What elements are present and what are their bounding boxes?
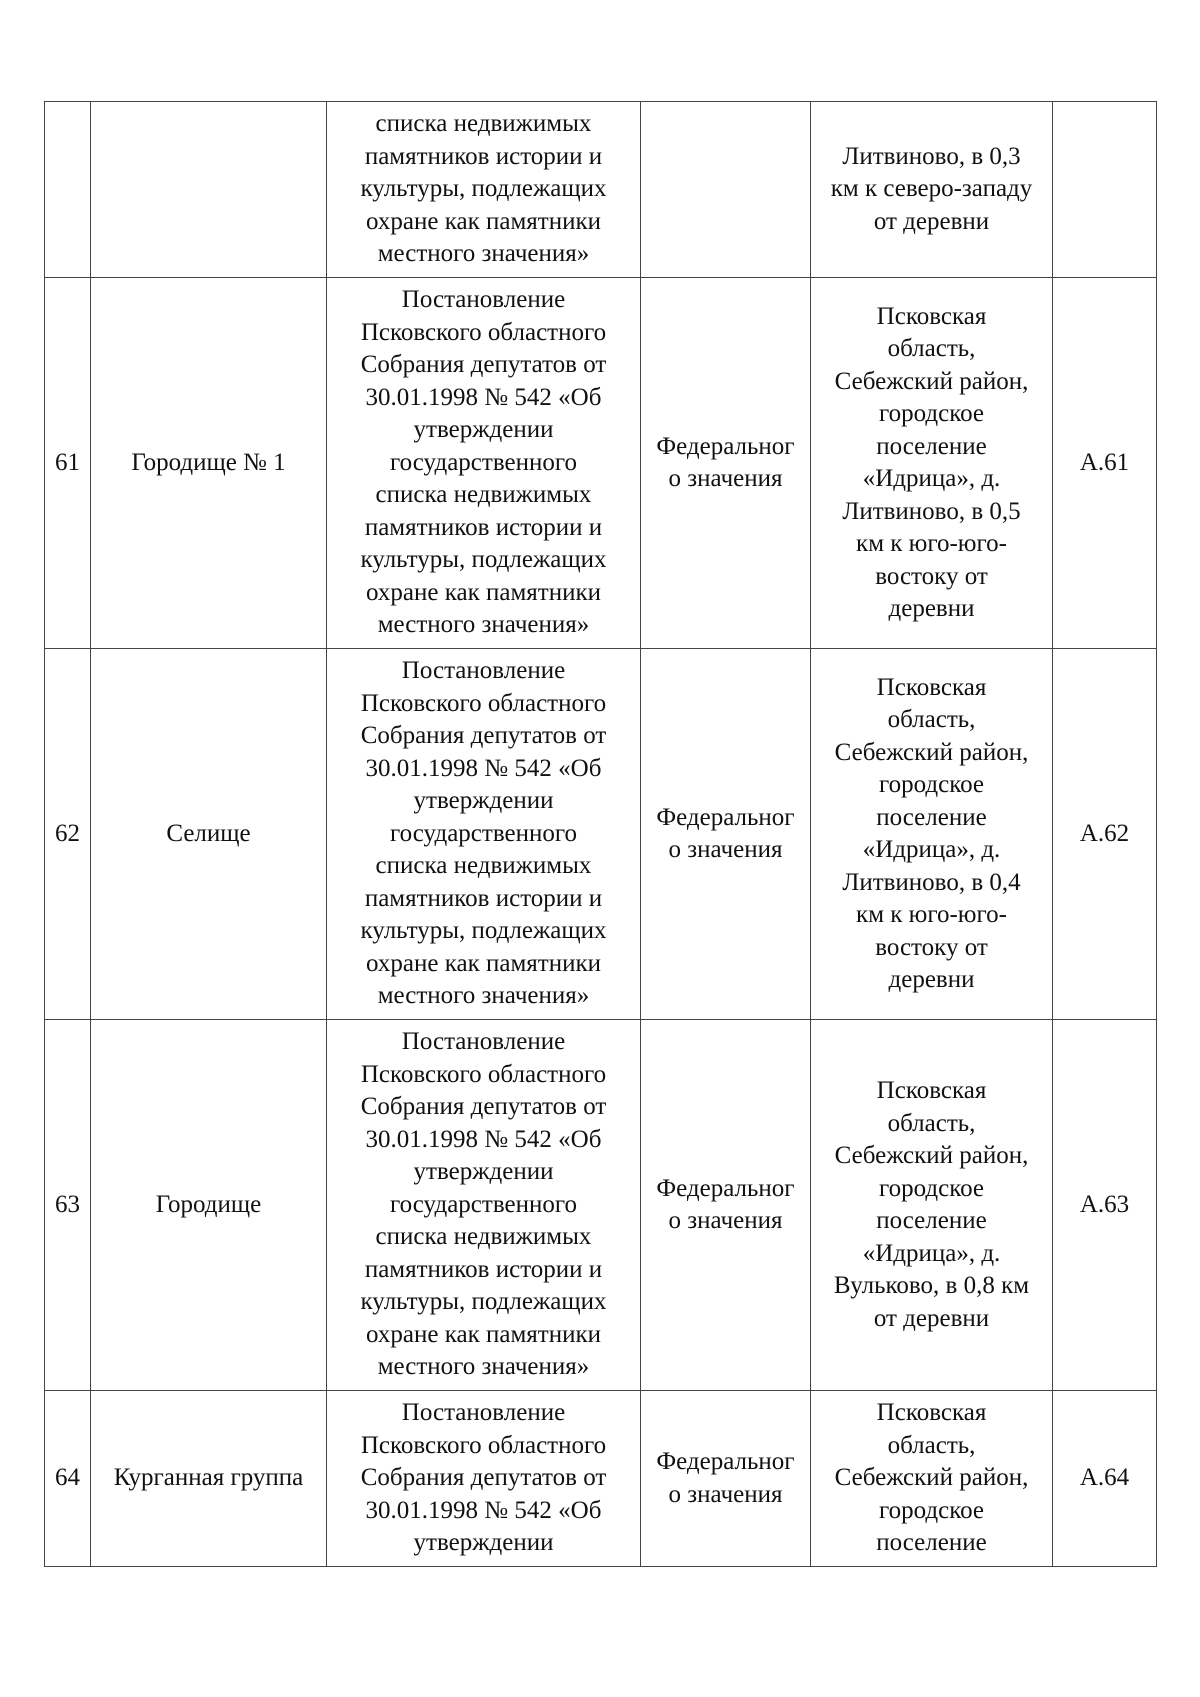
- significance-category: Федеральног о значения: [641, 1020, 811, 1391]
- table-row: [45, 1391, 1157, 1567]
- significance-category: [641, 102, 811, 278]
- table-row: [45, 278, 1157, 649]
- legal-document: Постановление Псковского областного Собрания депутатов от 30.01.1998 № 542 «Об утверждении: [327, 1391, 641, 1567]
- monument-code: А.61: [1053, 278, 1157, 649]
- monument-name: Городище № 1: [91, 278, 327, 649]
- row-number: [45, 102, 91, 278]
- legal-document: списка недвижимых памятников истории и культуры, подлежащих охране как памятники местного значения»: [327, 102, 641, 278]
- monument-address: Литвиново, в 0,3 км к северо-западу от деревни: [811, 102, 1053, 278]
- monument-address: Псковская область, Себежский район, городское поселение «Идрица», д. Вульково, в 0,8 км от деревни: [811, 1020, 1053, 1391]
- table-row: [45, 102, 1157, 278]
- row-number: 64: [45, 1391, 91, 1567]
- monuments-table: [44, 101, 1157, 1567]
- monument-name: Селище: [91, 649, 327, 1020]
- significance-category: Федеральног о значения: [641, 649, 811, 1020]
- monument-name: [91, 102, 327, 278]
- monument-name: Городище: [91, 1020, 327, 1391]
- monument-code: А.62: [1053, 649, 1157, 1020]
- monument-code: А.63: [1053, 1020, 1157, 1391]
- monument-name: Курганная группа: [91, 1391, 327, 1567]
- row-number: 61: [45, 278, 91, 649]
- row-number: 63: [45, 1020, 91, 1391]
- significance-category: Федеральног о значения: [641, 1391, 811, 1567]
- monument-address: Псковская область, Себежский район, городское поселение: [811, 1391, 1053, 1567]
- monument-code: [1053, 102, 1157, 278]
- row-number: 62: [45, 649, 91, 1020]
- significance-category: Федеральног о значения: [641, 278, 811, 649]
- legal-document: Постановление Псковского областного Собрания депутатов от 30.01.1998 № 542 «Об утверждении государственного списка недвижимых памятников истории и культуры, подлежащих охране как памятники местного значения»: [327, 278, 641, 649]
- table-row: [45, 649, 1157, 1020]
- legal-document: Постановление Псковского областного Собрания депутатов от 30.01.1998 № 542 «Об утверждении государственного списка недвижимых памятников истории и культуры, подлежащих охране как памятники местного значения»: [327, 1020, 641, 1391]
- legal-document: Постановление Псковского областного Собрания депутатов от 30.01.1998 № 542 «Об утверждении государственного списка недвижимых памятников истории и культуры, подлежащих охране как памятники местного значения»: [327, 649, 641, 1020]
- monument-code: А.64: [1053, 1391, 1157, 1567]
- monument-address: Псковская область, Себежский район, городское поселение «Идрица», д. Литвиново, в 0,5 км к юго-юго- востоку от деревни: [811, 278, 1053, 649]
- table-row: [45, 1020, 1157, 1391]
- monument-address: Псковская область, Себежский район, городское поселение «Идрица», д. Литвиново, в 0,4 км к юго-юго- востоку от деревни: [811, 649, 1053, 1020]
